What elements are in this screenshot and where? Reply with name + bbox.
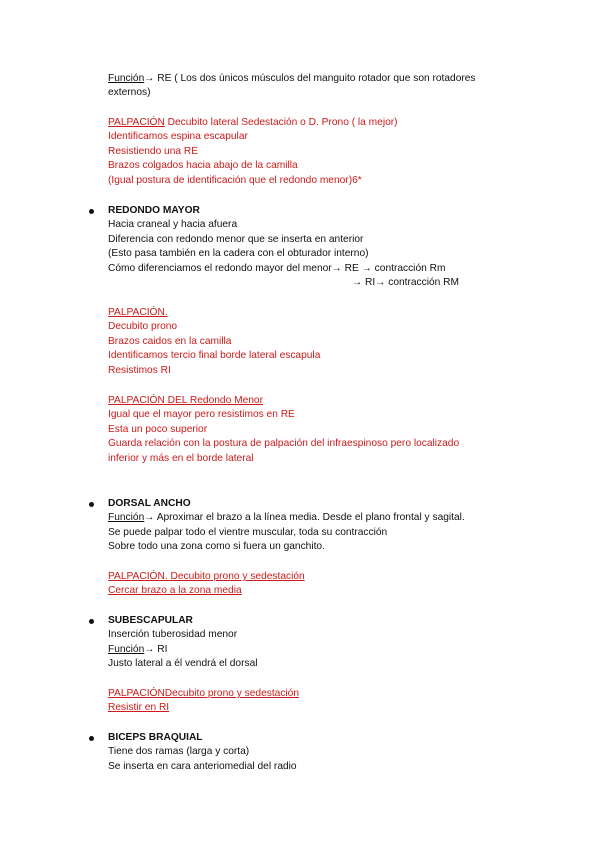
funcion-label: Función [108, 73, 145, 84]
text-line: Justo lateral a él vendrá el dorsal [108, 658, 258, 669]
intro-line: Brazos colgados hacia abajo de la camilla [108, 160, 298, 171]
funcion-text: → RE ( Los dos únicos músculos del manguito rotador que son rotadores [144, 73, 476, 84]
text-line: Diferencia con redondo menor que se inserta en anterior [108, 234, 364, 245]
text-line: Sobre todo una zona como si fuera un ganchito. [108, 541, 325, 552]
palpacion-text: Decubito lateral Sedestación o D. Prono ( la mejor) [164, 117, 398, 128]
text-line: Hacia craneal y hacia afuera [108, 219, 238, 230]
intro-line: (Igual postura de identificación que el redondo menor)6* [108, 175, 362, 186]
biceps-braquial-title: BICEPS BRAQUIAL [108, 732, 203, 743]
funcion-line [108, 643, 167, 657]
redondo-mayor-title: REDONDO MAYOR [108, 205, 200, 216]
funcion-label: Función [108, 644, 145, 655]
intro-line: Resistiendo una RE [108, 146, 199, 157]
funcion-line [108, 72, 476, 86]
palpacion-line: Brazos caidos en la camilla [108, 336, 232, 347]
funcion-line [108, 511, 465, 525]
palpacion-heading: PALPACIÓN. [108, 307, 168, 318]
text-line: Cómo diferenciamos el redondo mayor del menor→ RE → contracción Rm [108, 263, 446, 274]
subescapular-title: SUBESCAPULAR [108, 615, 193, 626]
indent-line: → RI→ contracción RM [352, 277, 459, 288]
bullet-icon [89, 736, 94, 741]
funcion-cont: externos) [108, 87, 151, 98]
text-line: Se puede palpar todo el vientre muscular, toda su contracción [108, 527, 388, 538]
palpacion-line: Resistimos RI [108, 365, 171, 376]
funcion-text: → RI [144, 644, 168, 655]
bullet-icon [89, 502, 94, 507]
text-line: (Esto pasa también en la cadera con el obturador interno) [108, 248, 369, 259]
palpacion-line: Cercar brazo a la zona media [108, 585, 242, 596]
bullet-icon [89, 209, 94, 214]
palpacion-line: PALPACIÓNDecubito prono y sedestación [108, 688, 300, 699]
palpacion-line: inferior y más en el borde lateral [108, 453, 254, 464]
funcion-label: Función [108, 512, 145, 523]
palpacion-line: Decubito prono [108, 321, 178, 332]
intro-line: Identificamos espina escapular [108, 131, 248, 142]
palpacion-label: PALPACIÓN [108, 117, 165, 128]
redondo-menor-heading: PALPACIÓN DEL Redondo Menor [108, 395, 263, 406]
palpacion-line: Resistir en RI [108, 702, 170, 713]
text-line: Tiene dos ramas (larga y corta) [108, 746, 250, 757]
text-line: Se inserta en cara anteriomedial del radio [108, 761, 297, 772]
palpacion-line: Guarda relación con la postura de palpación del infraespinoso pero localizado [108, 438, 460, 449]
palpacion-line: Esta un poco superior [108, 424, 208, 435]
dorsal-ancho-title: DORSAL ANCHO [108, 498, 191, 509]
text-line: Inserción tuberosidad menor [108, 629, 238, 640]
bullet-icon [89, 619, 94, 624]
funcion-text: → Aproximar el brazo a la línea media. Desde el plano frontal y sagital. [144, 512, 465, 523]
palpacion-line: Igual que el mayor pero resistimos en RE [108, 409, 295, 420]
palpacion-line: Identificamos tercio final borde lateral escapula [108, 350, 321, 361]
palpacion-line: PALPACIÓN. Decubito prono y sedestación [108, 571, 305, 582]
palpacion-line [108, 116, 398, 130]
